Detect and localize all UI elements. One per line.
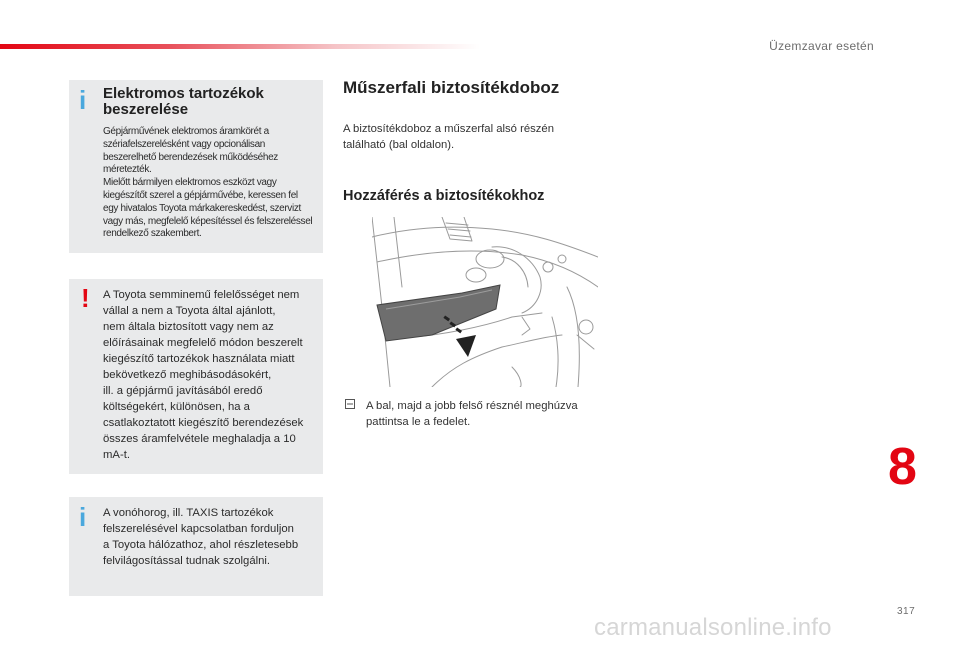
fusebox-illustration [372,217,598,387]
warning-box-text: A Toyota semminemű felelősséget nem vállal a nem a Toyota által ajánlott, nem általa biztosított vagy nem az előírásainak megfelelő módon beszerelt kiegészítő tartozékok használata miatt bekövetkező meghibásodásokért, ill. a gépjármű javításából eredő költségekért, különösen, ha a csatlakoztatott kiegészítő berendezések összes áramfelvétele meghaladja a 10 mA-t. [103,289,304,461]
info-box-text: Gépjárművének elektromos áramkörét a szériafelszerelésként vagy opcionálisan beszerelhető berendezések működéséhez méretezték. Mielőtt bármilyen elektromos eszközt vagy kiegészítőt szerel a gépjárművébe, keressen fel egy hivatalos Toyota márkakereskedést, szervizt vagy más, megfelelő képesítéssel és felszereléssel rendelkező szakembert. [103,126,313,240]
warning-box [69,279,323,474]
subsection-heading: Hozzáférés a biztosítékokhoz [343,188,545,204]
header-accent-bar [0,44,480,49]
page-number: 317 [897,606,916,617]
chapter-title: Üzemzavar esetén [769,39,874,53]
instruction-text: A bal, majd a jobb felső résznél meghúzva pattintsa le a fedelet. [366,400,578,428]
info-icon: i [79,85,87,115]
warning-icon: ! [81,283,90,313]
checkbox-bullet-icon [345,399,357,411]
section-heading: Műszerfali biztosítékdoboz [343,78,560,97]
info-box-towbar [69,497,323,596]
info-box-title: Elektromos tartozékok beszerelése [103,85,264,118]
section-intro: A biztosítékdoboz a műszerfal alsó részén található (bal oldalon). [343,123,554,151]
info-box-electrical-accessories [69,80,323,253]
chapter-number: 8 [888,438,917,496]
info-box-text: A vonóhorog, ill. TAXIS tartozékok felszerelésével kapcsolatban forduljon a Toyota hálózathoz, ahol részletesebb felvilágosítással tudnak szolgálni. [103,507,299,567]
watermark: carmanualsonline.info [594,614,832,641]
info-icon: i [79,502,87,532]
